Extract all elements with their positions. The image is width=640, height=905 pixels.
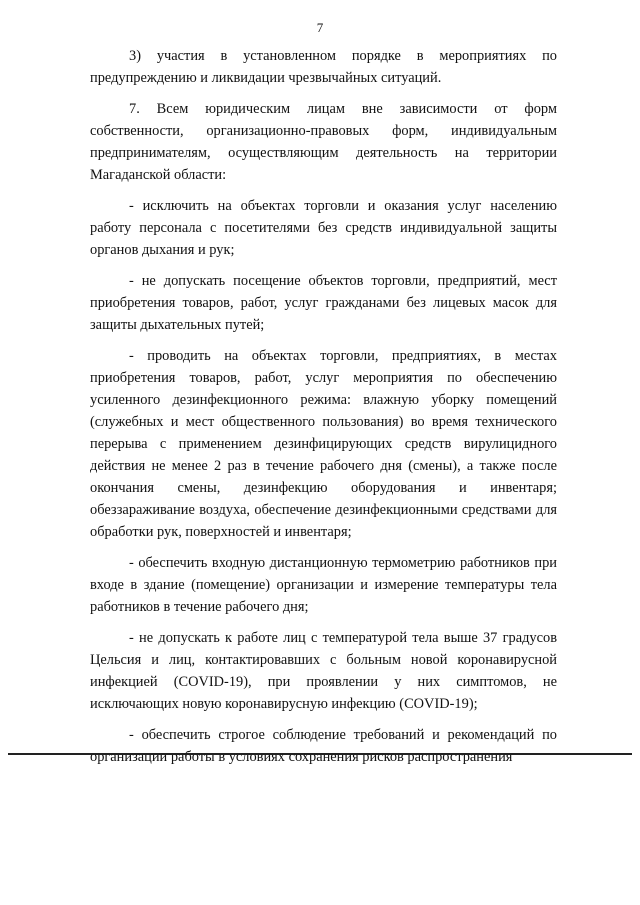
document-body <box>90 45 557 768</box>
paragraph-ppe-staff: - исключить на объектах торговли и оказания услуг населению работу персонала с посетителями без средств индивидуальной защиты органов дыхания и рук; <box>90 198 557 258</box>
paragraph-disinfection: - проводить на объектах торговли, предприятиях, в местах приобретения товаров, работ, услуг мероприятия по обеспечению усиленного дезинфекционного режима: влажную уборку помещений (служебных и мест общественного пользования) во время технического перерыва с применением дезинфицирующих средств вирулицидного действия не менее 2 раз в течение рабочего дня (смены), а также после окончания смены, дезинфекцию оборудования и инвентаря; обеззараживание воздуха, обеспечение дезинфекционными средствами для обработки рук, поверхностей и инвентаря; <box>90 348 557 540</box>
page-number: 7 <box>316 20 324 35</box>
paragraph-item-3: 3) участия в установленном порядке в мероприятиях по предупреждению и ликвидации чрезвычайных ситуаций. <box>90 48 557 86</box>
paragraph-thermometry: - обеспечить входную дистанционную термометрию работников при входе в здание (помещение) организации и измерение температуры тела работников в течение рабочего дня; <box>90 555 557 615</box>
paragraph-compliance: - обеспечить строгое соблюдение требований и рекомендаций по организации работы в условиях сохранения рисков распространения <box>90 727 557 765</box>
paragraph-face-masks: - не допускать посещение объектов торговли, предприятий, мест приобретения товаров, работ, услуг гражданами без лицевых масок для защиты дыхательных путей; <box>90 273 557 333</box>
paragraph-clause-7: 7. Всем юридическим лицам вне зависимости от форм собственности, организационно-правовых форм, индивидуальным предпринимателям, осуществляющим деятельность на территории Магаданской области: <box>90 101 557 183</box>
page-divider <box>8 753 632 755</box>
paragraph-temperature-restriction: - не допускать к работе лиц с температурой тела выше 37 градусов Цельсия и лиц, контактировавших с больным новой коронавирусной инфекцией (COVID-19), при проявлении у них симптомов, не исключающих новую коронавирусную инфекцию (COVID-19); <box>90 630 557 712</box>
